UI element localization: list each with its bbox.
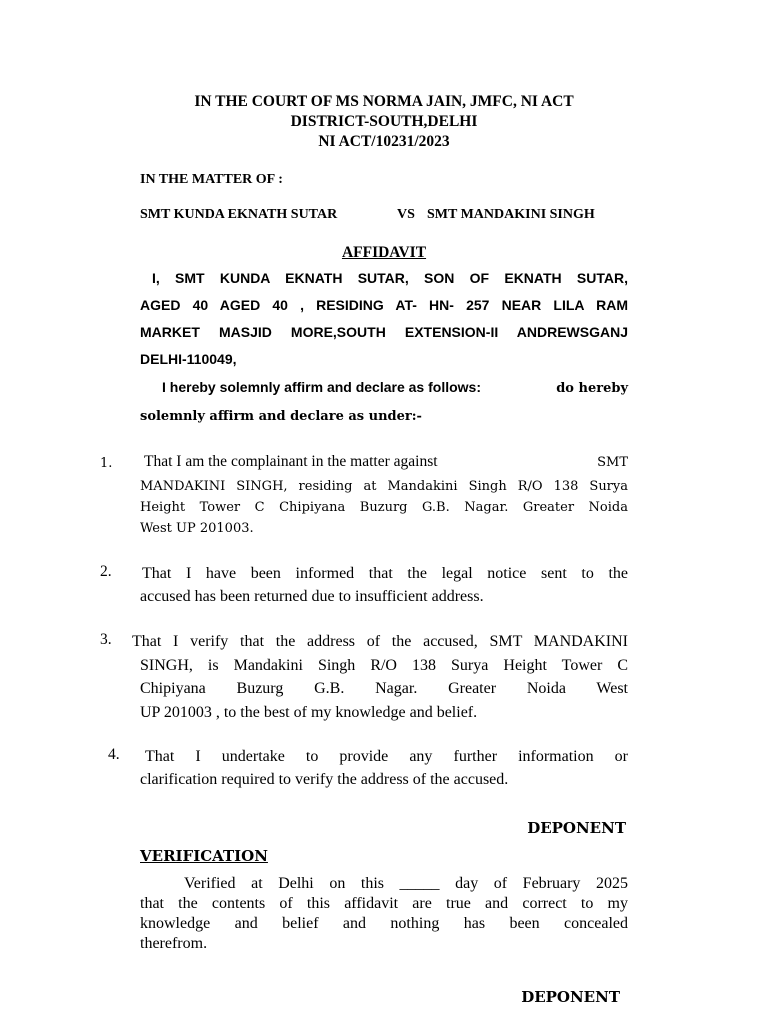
- court-header-line-2: DISTRICT-SOUTH,DELHI: [290, 113, 478, 130]
- para-2-line-1: That I have been informed that the legal notice sent to the: [142, 565, 628, 582]
- accused-name: SMT MANDAKINI SINGH: [427, 207, 595, 222]
- verification-line-2: that the contents of this affidavit are true and correct to my: [140, 895, 628, 912]
- affirm-text-part-2: do hereby: [556, 381, 628, 396]
- para-3-body: [132, 630, 628, 724]
- para-3-number: 3.: [100, 631, 112, 648]
- para-3-line-2: SINGH, is Mandakini Singh R/O 138 Surya Height Tower C: [140, 656, 628, 674]
- para-1-line-4: West UP 201003.: [140, 521, 254, 536]
- para-1-line-3: Height Tower C Chipiyana Buzurg G.B. Nagar. Greater Noida: [140, 500, 628, 515]
- case-number: NI ACT/10231/2023: [318, 133, 450, 150]
- intro-line-3: MARKET MASJID MORE,SOUTH EXTENSION-II ANDREWSGANJ: [140, 324, 628, 340]
- para-1-lead-tail: SMT: [597, 455, 628, 470]
- para-2-body: [140, 562, 628, 608]
- para-1-number: 1.: [100, 456, 113, 471]
- verification-line-3: knowledge and belief and nothing has been concealed: [140, 915, 628, 932]
- para-1-line-2: MANDAKINI SINGH, residing at Mandakini Singh R/O 138 Surya: [140, 479, 628, 494]
- para-4-line-2: clarification required to verify the address of the accused.: [140, 771, 509, 788]
- intro-line-2: AGED 40 AGED 40 , RESIDING AT- HN- 257 NEAR LILA RAM: [140, 297, 628, 313]
- affirm-text-part-1: I hereby solemnly affirm and declare as follows:: [162, 379, 481, 395]
- intro-line-1: I, SMT KUNDA EKNATH SUTAR, SON OF EKNATH SUTAR,: [152, 270, 628, 286]
- para-3-line-4: UP 201003 , to the best of my knowledge and belief.: [140, 703, 478, 721]
- verification-line-1: Verified at Delhi on this _____ day of February 2025: [184, 875, 628, 892]
- affidavit-title: AFFIDAVIT: [341, 244, 427, 261]
- para-3-line-1: That I verify that the address of the accused, SMT MANDAKINI: [132, 633, 628, 650]
- matter-label: IN THE MATTER OF :: [140, 172, 283, 187]
- para-1-line-1: [144, 453, 628, 471]
- complainant-name: SMT KUNDA EKNATH SUTAR: [140, 207, 338, 222]
- affirm-line-2: solemnly affirm and declare as under:-: [140, 409, 422, 424]
- para-1-lead: That I am the complainant in the matter against: [144, 453, 438, 470]
- para-4-line-1: That I undertake to provide any further information or: [145, 748, 628, 765]
- affirm-line-1: [162, 379, 628, 396]
- verification-line-4: therefrom.: [140, 935, 208, 952]
- versus-label: VS: [397, 207, 415, 222]
- intro-line-4: DELHI-110049,: [140, 351, 237, 367]
- para-4-body: [140, 745, 628, 791]
- deponent-label-2: DEPONENT: [521, 988, 620, 1006]
- para-1-body: [140, 476, 628, 539]
- para-2-number: 2.: [100, 563, 112, 580]
- para-4-number: 4.: [108, 746, 120, 763]
- verification-body: [140, 874, 628, 954]
- para-3-line-3: Chipiyana Buzurg G.B. Nagar. Greater Noida West: [140, 680, 628, 697]
- deponent-label-1: DEPONENT: [527, 819, 626, 837]
- verification-title: VERIFICATION: [140, 847, 268, 865]
- para-2-line-2: accused has been returned due to insufficient address.: [140, 588, 484, 605]
- court-header-line-1: IN THE COURT OF MS NORMA JAIN, JMFC, NI ACT: [194, 93, 574, 110]
